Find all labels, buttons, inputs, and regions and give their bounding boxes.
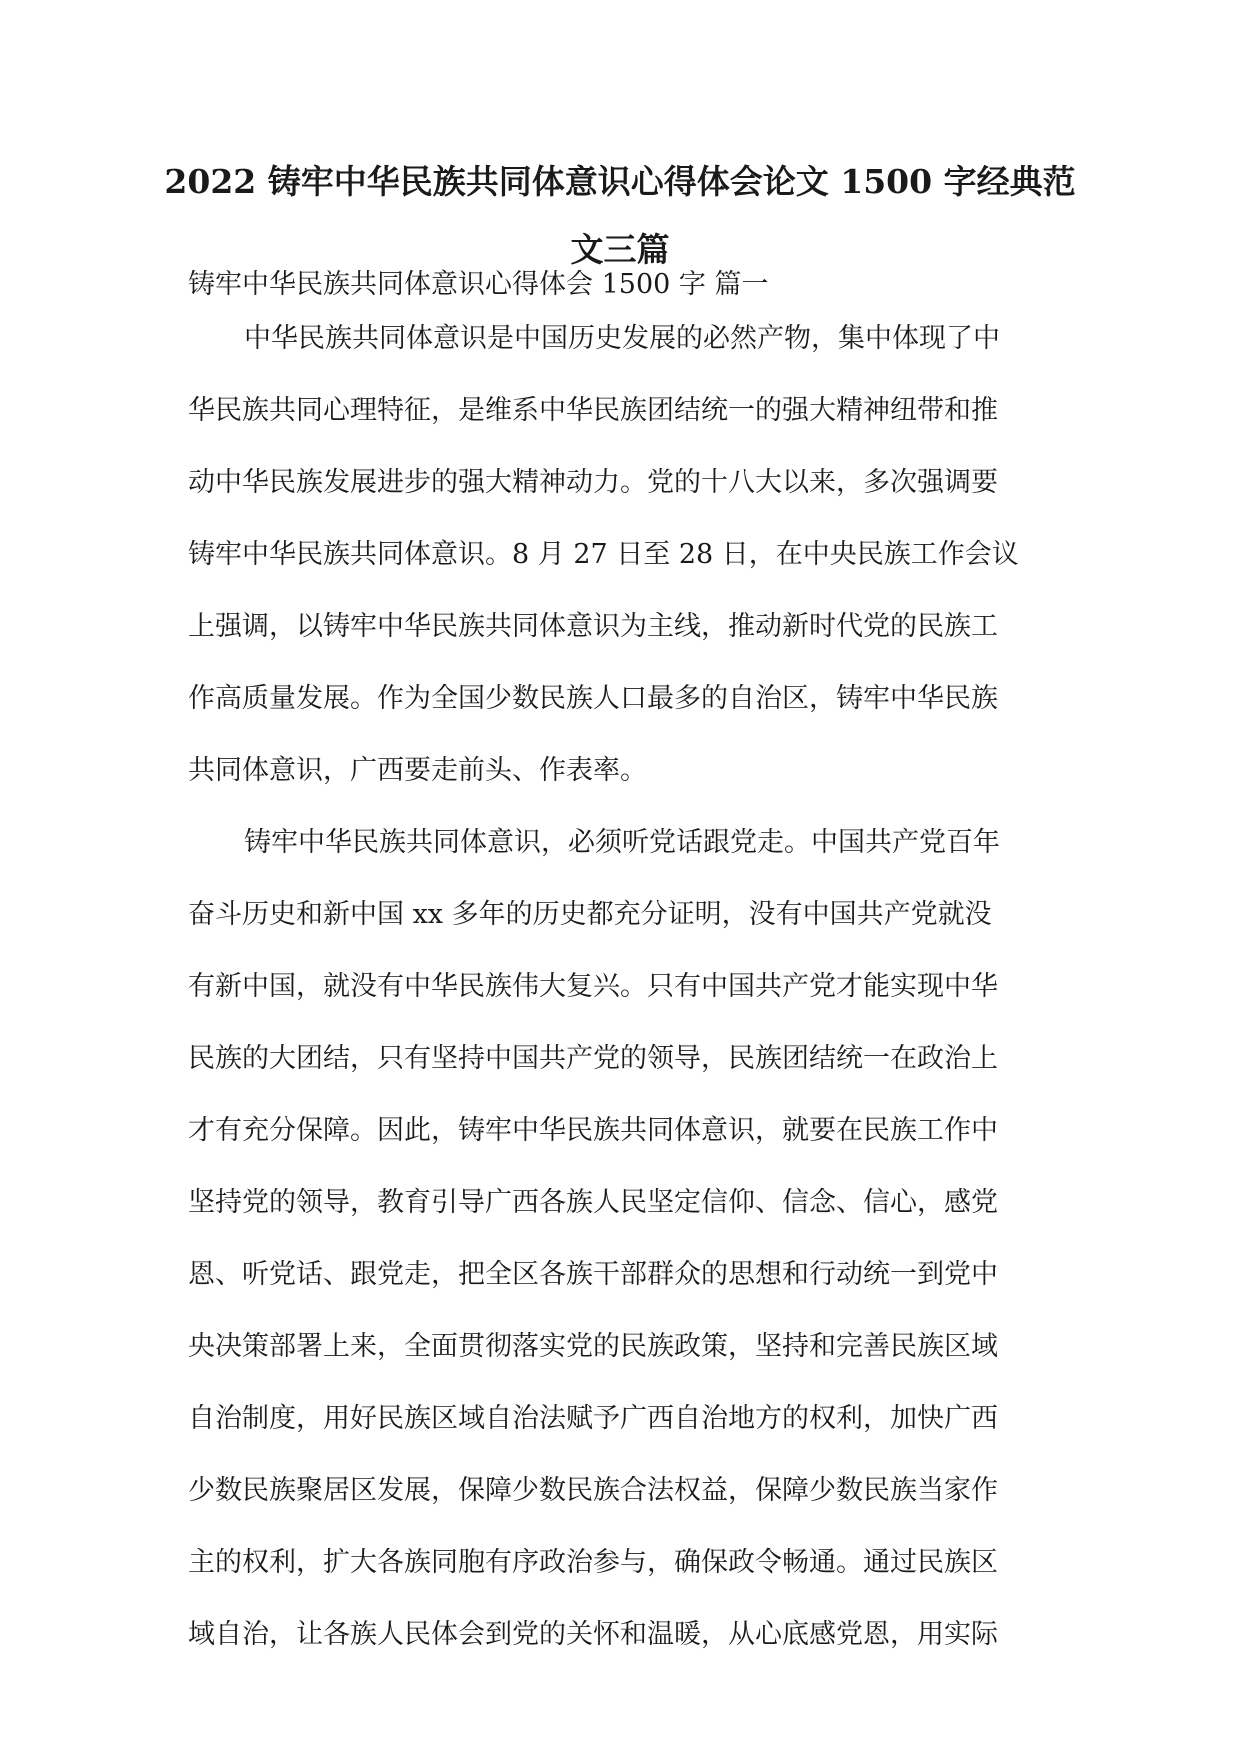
paragraph-line: 共同体意识，广西要走前头、作表率。 [188,755,647,786]
paragraph-line: 央决策部署上来，全面贯彻落实党的民族政策，坚持和完善民族区域 [188,1331,998,1362]
paragraph-line: 域自治，让各族人民体会到党的关怀和温暖，从心底感党恩，用实际 [188,1619,998,1650]
paragraph-line: 动中华民族发展进步的强大精神动力。党的十八大以来，多次强调要 [188,467,998,498]
paragraph-line: 作高质量发展。作为全国少数民族人口最多的自治区，铸牢中华民族 [188,683,998,714]
paragraph-line: 才有充分保障。因此，铸牢中华民族共同体意识，就要在民族工作中 [188,1115,998,1146]
paragraph-line: 自治制度，用好民族区域自治法赋予广西自治地方的权利，加快广西 [188,1403,998,1434]
paragraph-line: 中华民族共同体意识是中国历史发展的必然产物，集中体现了中 [244,323,1000,354]
paragraph-line: 坚持党的领导，教育引导广西各族人民坚定信仰、信念、信心，感党 [188,1187,998,1218]
section-heading: 铸牢中华民族共同体意识心得体会 1500 字 篇一 [188,269,769,300]
paragraph-line: 恩、听党话、跟党走，把全区各族干部群众的思想和行动统一到党中 [188,1259,998,1290]
paragraph-line: 主的权利，扩大各族同胞有序政治参与，确保政令畅通。通过民族区 [188,1547,998,1578]
paragraph-line: 铸牢中华民族共同体意识。8 月 27 日至 28 日，在中央民族工作会议 [188,539,1019,570]
paragraph-line: 铸牢中华民族共同体意识，必须听党话跟党走。中国共产党百年 [244,827,1000,858]
paragraph-line: 民族的大团结，只有坚持中国共产党的领导，民族团结统一在政治上 [188,1043,998,1074]
title-line-2: 文三篇 [570,230,670,269]
paragraph-line: 上强调，以铸牢中华民族共同体意识为主线，推动新时代党的民族工 [188,611,998,642]
title-line-1: 2022 铸牢中华民族共同体意识心得体会论文 1500 字经典范 [164,162,1076,201]
paragraph-line: 华民族共同心理特征，是维系中华民族团结统一的强大精神纽带和推 [188,395,998,426]
document-title [150,148,1090,284]
paragraph-line: 少数民族聚居区发展，保障少数民族合法权益，保障少数民族当家作 [188,1475,998,1506]
paragraph-line: 奋斗历史和新中国 xx 多年的历史都充分证明，没有中国共产党就没 [188,899,992,930]
paragraph-line: 有新中国，就没有中华民族伟大复兴。只有中国共产党才能实现中华 [188,971,998,1002]
